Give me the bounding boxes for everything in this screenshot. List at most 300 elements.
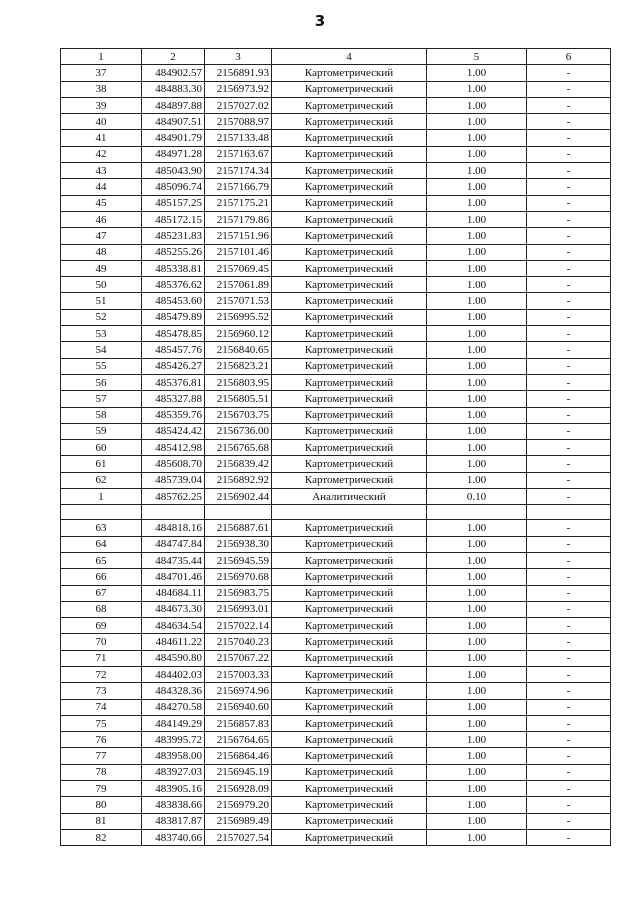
table-header-row	[61, 49, 611, 65]
accuracy-cell: 1.00	[427, 114, 527, 130]
y-coordinate-cell: 2157174.34	[205, 163, 272, 179]
y-coordinate-cell: 2157101.46	[205, 244, 272, 260]
accuracy-cell: 1.00	[427, 81, 527, 97]
method-cell: Картометрический	[272, 569, 427, 585]
table-row	[61, 211, 611, 227]
table-row	[61, 699, 611, 715]
y-coordinate-cell: 2156938.30	[205, 536, 272, 552]
column-header: 3	[205, 49, 272, 65]
x-coordinate-cell: 484883.30	[142, 81, 205, 97]
note-cell: -	[527, 634, 611, 650]
table-row	[61, 342, 611, 358]
table-row	[61, 440, 611, 456]
point-number-cell: 74	[61, 699, 142, 715]
table-row	[61, 195, 611, 211]
table-row	[61, 489, 611, 505]
empty-cell	[427, 505, 527, 520]
y-coordinate-cell: 2156902.44	[205, 489, 272, 505]
point-number-cell: 47	[61, 228, 142, 244]
accuracy-cell: 1.00	[427, 456, 527, 472]
point-number-cell: 49	[61, 260, 142, 276]
table-row	[61, 179, 611, 195]
point-number-cell: 56	[61, 374, 142, 390]
note-cell: -	[527, 489, 611, 505]
method-cell: Картометрический	[272, 391, 427, 407]
accuracy-cell: 1.00	[427, 309, 527, 325]
note-cell: -	[527, 228, 611, 244]
y-coordinate-cell: 2156974.96	[205, 683, 272, 699]
y-coordinate-cell: 2157022.14	[205, 618, 272, 634]
y-coordinate-cell: 2157163.67	[205, 146, 272, 162]
point-number-cell: 65	[61, 552, 142, 568]
note-cell: -	[527, 146, 611, 162]
coordinates-table-body	[61, 49, 611, 846]
x-coordinate-cell: 485043.90	[142, 163, 205, 179]
method-cell: Картометрический	[272, 797, 427, 813]
table-row	[61, 732, 611, 748]
method-cell: Картометрический	[272, 326, 427, 342]
method-cell: Картометрический	[272, 748, 427, 764]
note-cell: -	[527, 748, 611, 764]
y-coordinate-cell: 2157061.89	[205, 277, 272, 293]
point-number-cell: 39	[61, 97, 142, 113]
note-cell: -	[527, 260, 611, 276]
x-coordinate-cell: 483838.66	[142, 797, 205, 813]
table-row	[61, 114, 611, 130]
x-coordinate-cell: 485376.62	[142, 277, 205, 293]
column-header: 6	[527, 49, 611, 65]
accuracy-cell: 1.00	[427, 520, 527, 536]
table-row	[61, 228, 611, 244]
point-number-cell: 67	[61, 585, 142, 601]
point-number-cell: 63	[61, 520, 142, 536]
point-number-cell: 71	[61, 650, 142, 666]
y-coordinate-cell: 2156765.68	[205, 440, 272, 456]
table-row	[61, 456, 611, 472]
table-separator-row	[61, 505, 611, 520]
note-cell: -	[527, 764, 611, 780]
x-coordinate-cell: 484270.58	[142, 699, 205, 715]
point-number-cell: 57	[61, 391, 142, 407]
x-coordinate-cell: 484149.29	[142, 715, 205, 731]
note-cell: -	[527, 650, 611, 666]
note-cell: -	[527, 211, 611, 227]
table-row	[61, 536, 611, 552]
note-cell: -	[527, 130, 611, 146]
y-coordinate-cell: 2156970.68	[205, 569, 272, 585]
y-coordinate-cell: 2156989.49	[205, 813, 272, 829]
table-row	[61, 130, 611, 146]
y-coordinate-cell: 2156945.19	[205, 764, 272, 780]
point-number-cell: 80	[61, 797, 142, 813]
accuracy-cell: 1.00	[427, 764, 527, 780]
x-coordinate-cell: 485457.76	[142, 342, 205, 358]
accuracy-cell: 1.00	[427, 552, 527, 568]
y-coordinate-cell: 2156864.46	[205, 748, 272, 764]
x-coordinate-cell: 484735.44	[142, 552, 205, 568]
y-coordinate-cell: 2157040.23	[205, 634, 272, 650]
empty-cell	[527, 505, 611, 520]
accuracy-cell: 1.00	[427, 293, 527, 309]
note-cell: -	[527, 569, 611, 585]
accuracy-cell: 1.00	[427, 601, 527, 617]
note-cell: -	[527, 456, 611, 472]
method-cell: Картометрический	[272, 618, 427, 634]
y-coordinate-cell: 2157151.96	[205, 228, 272, 244]
y-coordinate-cell: 2156803.95	[205, 374, 272, 390]
y-coordinate-cell: 2156857.83	[205, 715, 272, 731]
method-cell: Картометрический	[272, 601, 427, 617]
method-cell: Картометрический	[272, 813, 427, 829]
table-row	[61, 764, 611, 780]
x-coordinate-cell: 484747.84	[142, 536, 205, 552]
note-cell: -	[527, 179, 611, 195]
x-coordinate-cell: 483817.87	[142, 813, 205, 829]
point-number-cell: 60	[61, 440, 142, 456]
y-coordinate-cell: 2156945.59	[205, 552, 272, 568]
note-cell: -	[527, 163, 611, 179]
note-cell: -	[527, 97, 611, 113]
y-coordinate-cell: 2156839.42	[205, 456, 272, 472]
note-cell: -	[527, 65, 611, 81]
table-row	[61, 358, 611, 374]
y-coordinate-cell: 2157071.53	[205, 293, 272, 309]
method-cell: Картометрический	[272, 520, 427, 536]
x-coordinate-cell: 485608.70	[142, 456, 205, 472]
x-coordinate-cell: 483905.16	[142, 781, 205, 797]
y-coordinate-cell: 2156703.75	[205, 407, 272, 423]
method-cell: Картометрический	[272, 228, 427, 244]
note-cell: -	[527, 195, 611, 211]
x-coordinate-cell: 484611.22	[142, 634, 205, 650]
point-number-cell: 1	[61, 489, 142, 505]
table-row	[61, 163, 611, 179]
note-cell: -	[527, 618, 611, 634]
y-coordinate-cell: 2156805.51	[205, 391, 272, 407]
accuracy-cell: 1.00	[427, 748, 527, 764]
x-coordinate-cell: 484902.57	[142, 65, 205, 81]
method-cell: Картометрический	[272, 585, 427, 601]
x-coordinate-cell: 484897.88	[142, 97, 205, 113]
accuracy-cell: 1.00	[427, 391, 527, 407]
note-cell: -	[527, 277, 611, 293]
accuracy-cell: 1.00	[427, 536, 527, 552]
accuracy-cell: 1.00	[427, 666, 527, 682]
x-coordinate-cell: 485479.89	[142, 309, 205, 325]
accuracy-cell: 1.00	[427, 813, 527, 829]
x-coordinate-cell: 485376.81	[142, 374, 205, 390]
method-cell: Картометрический	[272, 244, 427, 260]
accuracy-cell: 1.00	[427, 228, 527, 244]
method-cell: Картометрический	[272, 650, 427, 666]
y-coordinate-cell: 2156973.92	[205, 81, 272, 97]
point-number-cell: 58	[61, 407, 142, 423]
accuracy-cell: 1.00	[427, 732, 527, 748]
table-row	[61, 472, 611, 488]
table-row	[61, 683, 611, 699]
method-cell: Картометрический	[272, 65, 427, 81]
point-number-cell: 81	[61, 813, 142, 829]
point-number-cell: 76	[61, 732, 142, 748]
method-cell: Картометрический	[272, 179, 427, 195]
note-cell: -	[527, 666, 611, 682]
table-row	[61, 715, 611, 731]
table-row	[61, 97, 611, 113]
point-number-cell: 82	[61, 829, 142, 845]
y-coordinate-cell: 2157166.79	[205, 179, 272, 195]
point-number-cell: 55	[61, 358, 142, 374]
point-number-cell: 69	[61, 618, 142, 634]
note-cell: -	[527, 358, 611, 374]
x-coordinate-cell: 485172.15	[142, 211, 205, 227]
accuracy-cell: 1.00	[427, 211, 527, 227]
accuracy-cell: 0.10	[427, 489, 527, 505]
method-cell: Аналитический	[272, 489, 427, 505]
method-cell: Картометрический	[272, 552, 427, 568]
table-row	[61, 781, 611, 797]
accuracy-cell: 1.00	[427, 195, 527, 211]
table-row	[61, 666, 611, 682]
note-cell: -	[527, 520, 611, 536]
note-cell: -	[527, 309, 611, 325]
accuracy-cell: 1.00	[427, 585, 527, 601]
point-number-cell: 64	[61, 536, 142, 552]
x-coordinate-cell: 485453.60	[142, 293, 205, 309]
point-number-cell: 43	[61, 163, 142, 179]
accuracy-cell: 1.00	[427, 829, 527, 845]
x-coordinate-cell: 485157.25	[142, 195, 205, 211]
x-coordinate-cell: 485426.27	[142, 358, 205, 374]
accuracy-cell: 1.00	[427, 326, 527, 342]
method-cell: Картометрический	[272, 440, 427, 456]
point-number-cell: 52	[61, 309, 142, 325]
accuracy-cell: 1.00	[427, 683, 527, 699]
method-cell: Картометрический	[272, 472, 427, 488]
x-coordinate-cell: 484907.51	[142, 114, 205, 130]
point-number-cell: 59	[61, 423, 142, 439]
table-row	[61, 81, 611, 97]
x-coordinate-cell: 485096.74	[142, 179, 205, 195]
point-number-cell: 70	[61, 634, 142, 650]
y-coordinate-cell: 2157067.22	[205, 650, 272, 666]
table-row	[61, 748, 611, 764]
y-coordinate-cell: 2156928.09	[205, 781, 272, 797]
accuracy-cell: 1.00	[427, 179, 527, 195]
accuracy-cell: 1.00	[427, 618, 527, 634]
accuracy-cell: 1.00	[427, 440, 527, 456]
y-coordinate-cell: 2156940.60	[205, 699, 272, 715]
method-cell: Картометрический	[272, 358, 427, 374]
x-coordinate-cell: 484971.28	[142, 146, 205, 162]
point-number-cell: 62	[61, 472, 142, 488]
method-cell: Картометрический	[272, 81, 427, 97]
y-coordinate-cell: 2156887.61	[205, 520, 272, 536]
method-cell: Картометрический	[272, 407, 427, 423]
x-coordinate-cell: 485739.04	[142, 472, 205, 488]
accuracy-cell: 1.00	[427, 699, 527, 715]
accuracy-cell: 1.00	[427, 569, 527, 585]
y-coordinate-cell: 2157179.86	[205, 211, 272, 227]
method-cell: Картометрический	[272, 715, 427, 731]
table-row	[61, 374, 611, 390]
x-coordinate-cell: 484590.80	[142, 650, 205, 666]
x-coordinate-cell: 483927.03	[142, 764, 205, 780]
accuracy-cell: 1.00	[427, 65, 527, 81]
y-coordinate-cell: 2156960.12	[205, 326, 272, 342]
empty-cell	[205, 505, 272, 520]
column-header: 4	[272, 49, 427, 65]
coordinates-table	[60, 48, 611, 846]
y-coordinate-cell: 2157027.54	[205, 829, 272, 845]
method-cell: Картометрический	[272, 97, 427, 113]
point-number-cell: 48	[61, 244, 142, 260]
note-cell: -	[527, 813, 611, 829]
accuracy-cell: 1.00	[427, 163, 527, 179]
method-cell: Картометрический	[272, 536, 427, 552]
table-row	[61, 260, 611, 276]
note-cell: -	[527, 114, 611, 130]
method-cell: Картометрический	[272, 114, 427, 130]
x-coordinate-cell: 484701.46	[142, 569, 205, 585]
point-number-cell: 40	[61, 114, 142, 130]
x-coordinate-cell: 485412.98	[142, 440, 205, 456]
empty-cell	[272, 505, 427, 520]
table-row	[61, 391, 611, 407]
note-cell: -	[527, 797, 611, 813]
point-number-cell: 44	[61, 179, 142, 195]
note-cell: -	[527, 829, 611, 845]
table-row	[61, 634, 611, 650]
point-number-cell: 73	[61, 683, 142, 699]
x-coordinate-cell: 483995.72	[142, 732, 205, 748]
note-cell: -	[527, 342, 611, 358]
method-cell: Картометрический	[272, 211, 427, 227]
point-number-cell: 78	[61, 764, 142, 780]
accuracy-cell: 1.00	[427, 472, 527, 488]
table-row	[61, 309, 611, 325]
note-cell: -	[527, 699, 611, 715]
x-coordinate-cell: 485338.81	[142, 260, 205, 276]
column-header: 1	[61, 49, 142, 65]
method-cell: Картометрический	[272, 829, 427, 845]
method-cell: Картометрический	[272, 699, 427, 715]
y-coordinate-cell: 2156892.92	[205, 472, 272, 488]
note-cell: -	[527, 407, 611, 423]
table-row	[61, 326, 611, 342]
method-cell: Картометрический	[272, 309, 427, 325]
note-cell: -	[527, 732, 611, 748]
note-cell: -	[527, 552, 611, 568]
accuracy-cell: 1.00	[427, 97, 527, 113]
x-coordinate-cell: 484402.03	[142, 666, 205, 682]
note-cell: -	[527, 293, 611, 309]
point-number-cell: 72	[61, 666, 142, 682]
accuracy-cell: 1.00	[427, 260, 527, 276]
accuracy-cell: 1.00	[427, 277, 527, 293]
note-cell: -	[527, 601, 611, 617]
point-number-cell: 46	[61, 211, 142, 227]
y-coordinate-cell: 2156823.21	[205, 358, 272, 374]
point-number-cell: 66	[61, 569, 142, 585]
accuracy-cell: 1.00	[427, 781, 527, 797]
point-number-cell: 51	[61, 293, 142, 309]
x-coordinate-cell: 483740.66	[142, 829, 205, 845]
x-coordinate-cell: 484901.79	[142, 130, 205, 146]
method-cell: Картометрический	[272, 146, 427, 162]
note-cell: -	[527, 391, 611, 407]
point-number-cell: 41	[61, 130, 142, 146]
x-coordinate-cell: 485359.76	[142, 407, 205, 423]
note-cell: -	[527, 440, 611, 456]
x-coordinate-cell: 485762.25	[142, 489, 205, 505]
x-coordinate-cell: 484328.36	[142, 683, 205, 699]
note-cell: -	[527, 781, 611, 797]
method-cell: Картометрический	[272, 277, 427, 293]
method-cell: Картометрический	[272, 732, 427, 748]
y-coordinate-cell: 2156995.52	[205, 309, 272, 325]
method-cell: Картометрический	[272, 764, 427, 780]
note-cell: -	[527, 374, 611, 390]
note-cell: -	[527, 683, 611, 699]
x-coordinate-cell: 485424.42	[142, 423, 205, 439]
table-row	[61, 244, 611, 260]
note-cell: -	[527, 244, 611, 260]
accuracy-cell: 1.00	[427, 358, 527, 374]
y-coordinate-cell: 2156891.93	[205, 65, 272, 81]
table-row	[61, 65, 611, 81]
x-coordinate-cell: 484684.11	[142, 585, 205, 601]
method-cell: Картометрический	[272, 781, 427, 797]
method-cell: Картометрический	[272, 456, 427, 472]
point-number-cell: 37	[61, 65, 142, 81]
method-cell: Картометрический	[272, 374, 427, 390]
note-cell: -	[527, 81, 611, 97]
y-coordinate-cell: 2156764.65	[205, 732, 272, 748]
table-row	[61, 569, 611, 585]
table-row	[61, 585, 611, 601]
point-number-cell: 61	[61, 456, 142, 472]
x-coordinate-cell: 484634.54	[142, 618, 205, 634]
table-row	[61, 829, 611, 845]
method-cell: Картометрический	[272, 683, 427, 699]
accuracy-cell: 1.00	[427, 130, 527, 146]
y-coordinate-cell: 2157003.33	[205, 666, 272, 682]
x-coordinate-cell: 484673.30	[142, 601, 205, 617]
note-cell: -	[527, 423, 611, 439]
accuracy-cell: 1.00	[427, 634, 527, 650]
method-cell: Картометрический	[272, 342, 427, 358]
point-number-cell: 45	[61, 195, 142, 211]
note-cell: -	[527, 715, 611, 731]
y-coordinate-cell: 2156979.20	[205, 797, 272, 813]
table-row	[61, 601, 611, 617]
y-coordinate-cell: 2157133.48	[205, 130, 272, 146]
note-cell: -	[527, 585, 611, 601]
point-number-cell: 38	[61, 81, 142, 97]
point-number-cell: 75	[61, 715, 142, 731]
point-number-cell: 54	[61, 342, 142, 358]
table-row	[61, 552, 611, 568]
table-row	[61, 797, 611, 813]
column-header: 2	[142, 49, 205, 65]
table-row	[61, 407, 611, 423]
accuracy-cell: 1.00	[427, 374, 527, 390]
table-row	[61, 520, 611, 536]
x-coordinate-cell: 485327.88	[142, 391, 205, 407]
y-coordinate-cell: 2157175.21	[205, 195, 272, 211]
empty-cell	[61, 505, 142, 520]
accuracy-cell: 1.00	[427, 797, 527, 813]
